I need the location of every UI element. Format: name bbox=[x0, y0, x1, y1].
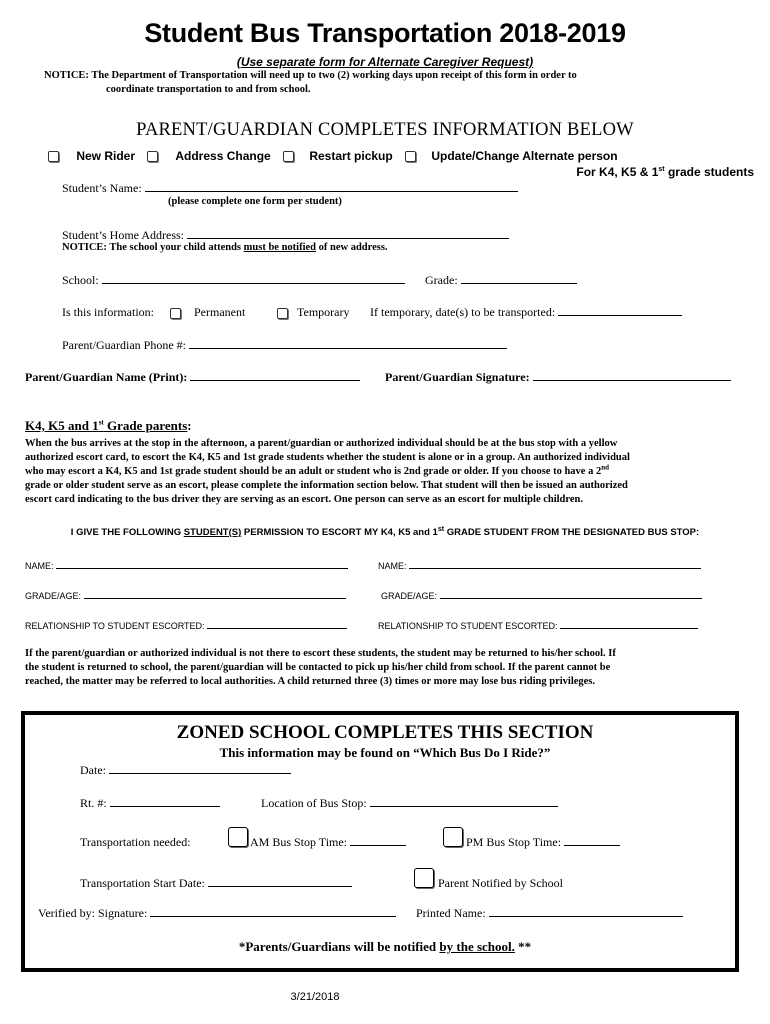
signature-line[interactable] bbox=[533, 370, 731, 381]
school-label: School: bbox=[62, 273, 99, 287]
permanent-label: Permanent bbox=[194, 305, 246, 319]
parent-notified-label: Parent Notified by School bbox=[438, 876, 563, 890]
escort-relationship-line[interactable] bbox=[560, 618, 698, 629]
school-field[interactable] bbox=[62, 273, 405, 288]
escort-grade-field-2[interactable] bbox=[381, 588, 702, 601]
zoned-footer-note: *Parents/Guardians will be notified by the school. ** bbox=[238, 939, 532, 954]
bus-stop-location-line[interactable] bbox=[370, 796, 558, 807]
am-checkbox[interactable] bbox=[228, 827, 248, 847]
route-line[interactable] bbox=[110, 796, 220, 807]
home-address-field[interactable] bbox=[62, 228, 509, 243]
transport-needed-label: Transportation needed: bbox=[80, 835, 191, 849]
temp-dates-field[interactable] bbox=[370, 305, 682, 320]
start-date-field[interactable] bbox=[80, 876, 352, 891]
am-time-field[interactable] bbox=[250, 835, 406, 850]
pm-time-label: PM Bus Stop Time: bbox=[466, 835, 562, 849]
checkbox-icon[interactable] bbox=[277, 308, 288, 319]
escort-relationship-line[interactable] bbox=[207, 618, 347, 629]
option-restart-pickup[interactable] bbox=[283, 149, 393, 163]
temp-dates-line[interactable] bbox=[558, 305, 682, 316]
signature-label: Parent/Guardian Signature: bbox=[385, 370, 530, 384]
parent-notified-checkbox[interactable] bbox=[414, 868, 434, 888]
escort-relationship-label: RELATIONSHIP TO STUDENT ESCORTED: bbox=[378, 621, 558, 631]
printed-name-line[interactable] bbox=[489, 906, 683, 917]
route-label: Rt. #: bbox=[80, 796, 107, 810]
escort-paragraph: When the bus arrives at the stop in the afternoon, a parent/guardian or authorized individual should be at the bus stop with a yellow authorized escort card, to escort the K4, K5 and 1st grade students whether the student is alone or in a group. An authorized individual who may escort a K4, K5 and 1st grade student should be an adult or student who is 2nd grade or older. If you choose to have a 2nd grade or older student serve as an escort, please complete the information section below. That student will then be issued an authorized escort card indicating to the bus driver they are serving as an escort. One person can serve as an escort for multiple children. bbox=[25, 438, 630, 505]
escort-name-label: NAME: bbox=[378, 561, 407, 571]
student-name-label: Student’s Name: bbox=[62, 181, 142, 195]
phone-line[interactable] bbox=[189, 338, 507, 349]
start-date-label: Transportation Start Date: bbox=[80, 876, 205, 890]
home-address-label: Student’s Home Address: bbox=[62, 228, 184, 242]
zoned-subheading: This information may be found on “Which Bus Do I Ride?” bbox=[219, 745, 551, 760]
bus-stop-location-field[interactable] bbox=[261, 796, 558, 811]
grade-field[interactable] bbox=[425, 273, 577, 288]
escort-name-field-2[interactable] bbox=[378, 558, 701, 571]
escort-relationship-label: RELATIONSHIP TO STUDENT ESCORTED: bbox=[25, 621, 205, 631]
student-name-note: (please complete one form per student) bbox=[168, 196, 342, 207]
option-update-alternate[interactable] bbox=[405, 149, 618, 163]
phone-label: Parent/Guardian Phone #: bbox=[62, 338, 186, 352]
escort-grade-label: GRADE/AGE: bbox=[381, 591, 438, 601]
info-type-row bbox=[62, 305, 154, 320]
am-time-label: AM Bus Stop Time: bbox=[250, 835, 348, 849]
student-name-line[interactable] bbox=[145, 181, 518, 192]
student-name-field[interactable] bbox=[62, 181, 518, 196]
option-label: Address Change bbox=[175, 149, 271, 163]
options-note: For K4, K5 & 1st grade students bbox=[576, 165, 754, 179]
page-title: Student Bus Transportation 2018-2019 bbox=[144, 18, 626, 48]
option-new-rider[interactable] bbox=[48, 149, 135, 163]
zoned-heading: ZONED SCHOOL COMPLETES THIS SECTION bbox=[176, 722, 594, 743]
phone-field[interactable] bbox=[62, 338, 507, 353]
escort-relationship-field-2[interactable] bbox=[378, 618, 698, 631]
escort-warning: If the parent/guardian or authorized individual is not there to escort these students, the student may be returned to his/her school. If the student is returned to school, the parent/guardian will be contacted to pick up his/her child from school. If the parent cannot be reached, the matter may be referred to local authorities. A child returned three (3) times or more may lose bus riding privileges. bbox=[25, 648, 616, 687]
checkbox-icon[interactable] bbox=[283, 151, 294, 162]
escort-name-field-1[interactable] bbox=[25, 558, 348, 571]
printed-name-label: Printed Name: bbox=[416, 906, 486, 920]
printed-name-field[interactable] bbox=[416, 906, 683, 921]
pm-time-line[interactable] bbox=[564, 835, 620, 846]
escort-name-line[interactable] bbox=[56, 558, 348, 569]
zoned-date-label: Date: bbox=[80, 763, 106, 777]
verified-signature-field[interactable] bbox=[38, 906, 396, 921]
footer-date: 3/21/2018 bbox=[290, 991, 340, 1003]
route-field[interactable] bbox=[80, 796, 220, 811]
option-address-change[interactable] bbox=[147, 149, 271, 163]
option-permanent[interactable] bbox=[170, 305, 245, 320]
start-date-line[interactable] bbox=[208, 876, 352, 887]
zoned-date-line[interactable] bbox=[109, 763, 291, 774]
pm-time-field[interactable] bbox=[466, 835, 620, 850]
name-print-field[interactable] bbox=[25, 370, 360, 385]
subtitle: (Use separate form for Alternate Caregiver Request) bbox=[236, 55, 534, 69]
verified-signature-line[interactable] bbox=[150, 906, 396, 917]
parent-section-heading: PARENT/GUARDIAN COMPLETES INFORMATION BELOW bbox=[136, 120, 634, 140]
bus-stop-location-label: Location of Bus Stop: bbox=[261, 796, 367, 810]
zoned-date-field[interactable] bbox=[80, 763, 291, 778]
checkbox-icon[interactable] bbox=[147, 151, 158, 162]
escort-grade-line[interactable] bbox=[440, 588, 702, 599]
address-notice: NOTICE: The school your child attends must be notified of new address. bbox=[62, 242, 388, 253]
checkbox-icon[interactable] bbox=[170, 308, 181, 319]
pm-checkbox[interactable] bbox=[443, 827, 463, 847]
name-print-label: Parent/Guardian Name (Print): bbox=[25, 370, 188, 384]
option-label: Update/Change Alternate person bbox=[431, 149, 618, 163]
permission-statement: I GIVE THE FOLLOWING STUDENT(S) PERMISSION TO ESCORT MY K4, K5 and 1st GRADE STUDENT FROM THE DESIGNATED BUS STOP: bbox=[70, 525, 700, 538]
info-type-label: Is this information: bbox=[62, 305, 154, 319]
option-label: Restart pickup bbox=[309, 149, 393, 163]
notice-line-2: coordinate transportation to and from school. bbox=[106, 84, 311, 95]
escort-grade-field-1[interactable] bbox=[25, 588, 346, 601]
escort-name-line[interactable] bbox=[409, 558, 701, 569]
escort-relationship-field-1[interactable] bbox=[25, 618, 347, 631]
temporary-label: Temporary bbox=[297, 305, 350, 319]
grade-label: Grade: bbox=[425, 273, 458, 287]
am-time-line[interactable] bbox=[350, 835, 406, 846]
escort-grade-label: GRADE/AGE: bbox=[25, 591, 82, 601]
checkbox-icon[interactable] bbox=[48, 151, 59, 162]
escort-name-label: NAME: bbox=[25, 561, 54, 571]
home-address-line[interactable] bbox=[187, 228, 509, 239]
notice-line-1: NOTICE: The Department of Transportation will need up to two (2) working days upon receipt of this form in order to bbox=[44, 70, 577, 81]
name-print-line[interactable] bbox=[190, 370, 360, 381]
escort-grade-line[interactable] bbox=[84, 588, 346, 599]
grade-line[interactable] bbox=[461, 273, 577, 284]
checkbox-icon[interactable] bbox=[405, 151, 416, 162]
signature-field[interactable] bbox=[385, 370, 731, 385]
option-temporary[interactable] bbox=[277, 305, 349, 320]
temp-dates-label: If temporary, date(s) to be transported: bbox=[370, 305, 556, 319]
escort-heading: K4, K5 and 1st Grade parents: bbox=[25, 418, 192, 433]
option-label: New Rider bbox=[76, 149, 136, 163]
school-line[interactable] bbox=[102, 273, 405, 284]
verified-signature-label: Verified by: Signature: bbox=[38, 906, 148, 920]
